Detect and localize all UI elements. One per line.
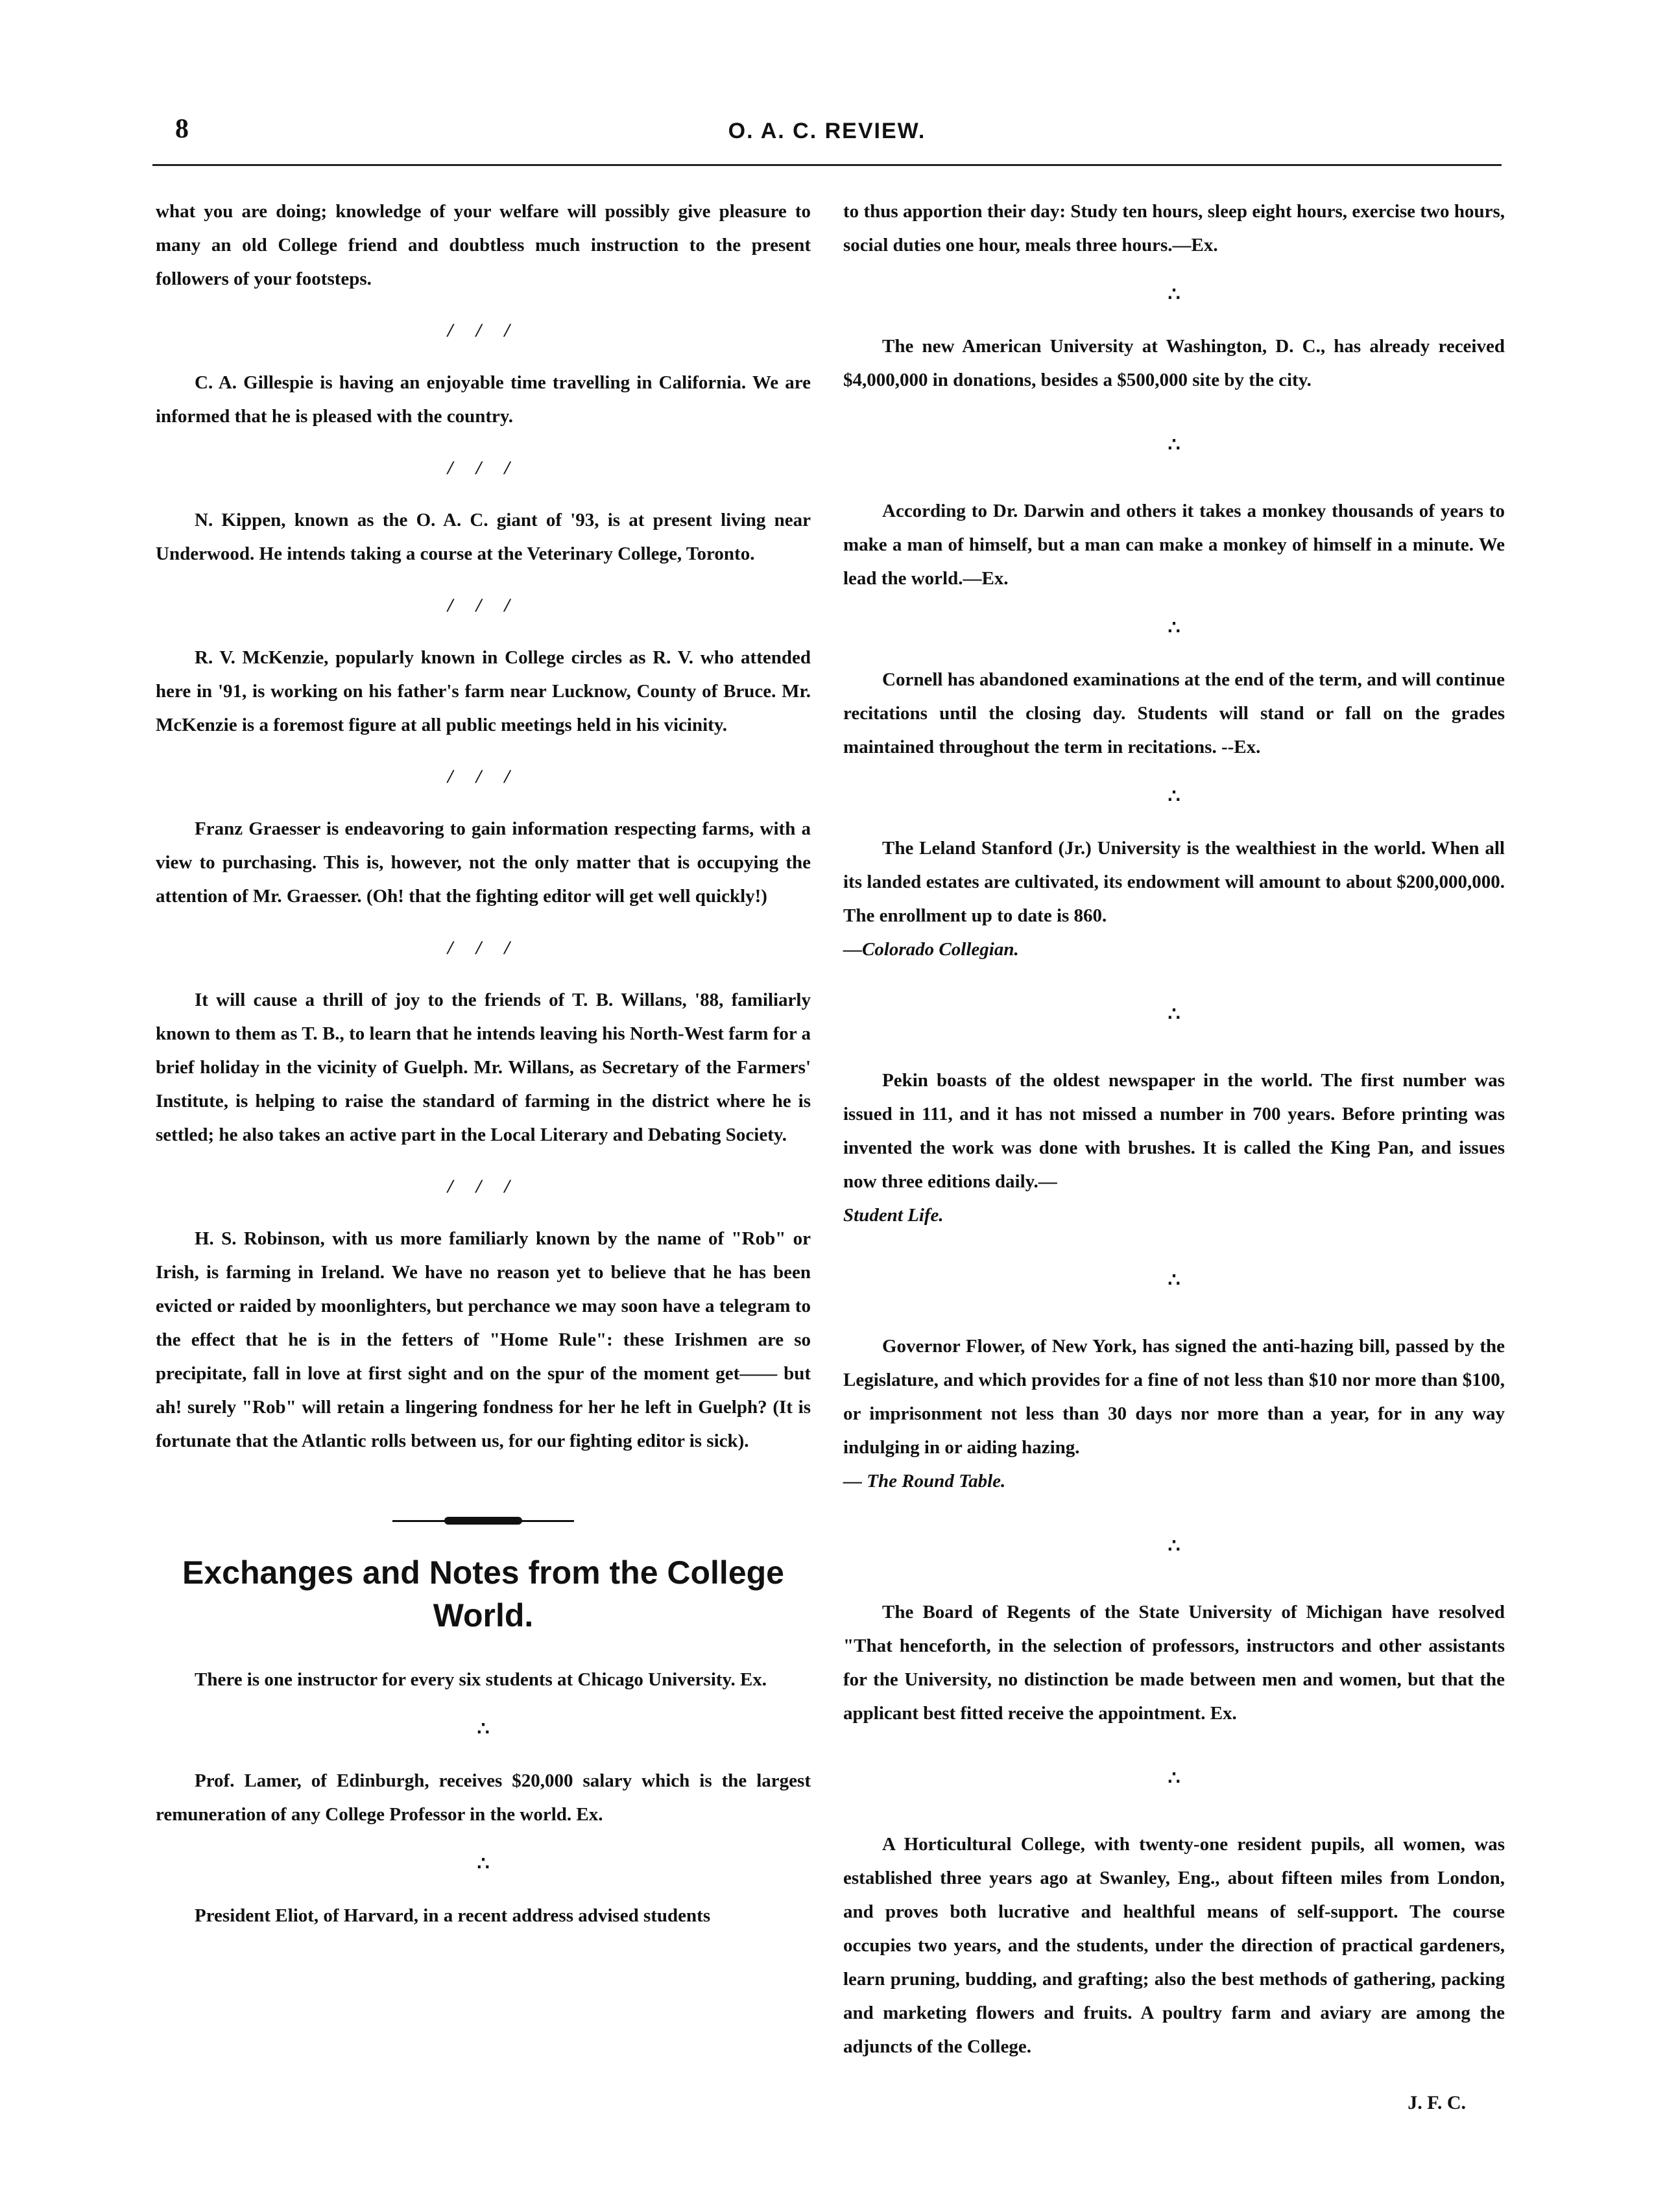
slash-separator: / / / xyxy=(447,1176,519,1197)
exchange-source: —Colorado Collegian. xyxy=(843,939,1019,960)
dots-separator: ∴ xyxy=(477,1718,490,1740)
personal-note: what you are doing; knowledge of your welfare will possibly give pleasure to many an old College friend and doubtless much instruction to the present followers of your footsteps. xyxy=(156,201,811,289)
author-signature: J. F. C. xyxy=(1408,2092,1466,2113)
exchange-note: There is one instructor for every six students at Chicago University. Ex. xyxy=(195,1669,767,1690)
exchange-text: Governor Flower, of New York, has signed the anti-hazing bill, passed by the Legislature, and which provides for a fine of not less than $10 nor more than $100, or imprisonment not less than 30 days nor more than a year, for in any way indulging in or aiding hazing. xyxy=(843,1336,1505,1458)
personal-note: It will cause a thrill of joy to the friends of T. B. Willans, '88, familiarly known to them as T. B., to learn that he intends leaving his North-West farm for a brief holiday in the vicinity of Guelph. Mr. Willans, as Secretary of the Farmers' Institute, is helping to raise the standard of farming in the district where he is settled; he also takes an active part in the Local Literary and Debating Society. xyxy=(156,990,811,1145)
exchange-note xyxy=(843,1329,1505,1498)
exchange-text: A Horticultural College, with twenty-one resident pupils, all women, was established three years ago at Swanley, Eng., about fifteen miles from London, and proves both lucrative and healthful means of self-support. The course occupies two years, and the students, under the direction of practical gardeners, learn pruning, budding, and grafting; also the best methods of gathering, packing and marketing flowers and fruits. A poultry farm and aviary are among the adjuncts of the College. xyxy=(843,1834,1505,2057)
personal-note: R. V. McKenzie, popularly known in College circles as R. V. who attended here in '91, is working on his father's farm near Lucknow, County of Bruce. Mr. McKenzie is a foremost figure at all public meetings held in his vicinity. xyxy=(156,647,811,735)
header-rule xyxy=(152,164,1502,166)
section-ornament xyxy=(392,1516,574,1525)
dots-separator: ∴ xyxy=(1168,1768,1181,1789)
exchange-source: Student Life. xyxy=(843,1205,944,1226)
exchange-note xyxy=(843,1595,1505,1730)
personal-note: H. S. Robinson, with us more familiarly known by the name of "Rob" or Irish, is farming in Ireland. We have no reason yet to believe that he has been evicted or raided by moonlighters, but perchance we may soon have a telegram to the effect that he is in the fetters of "Home Rule": these Irishmen are so precipitate, fall in love at first sight and on the spur of the moment get—— but ah! surely "Rob" will retain a lingering fondness for her he left in Guelph? (It is fortunate that the Atlantic rolls between us, for our fighting editor is sick). xyxy=(156,1228,811,1451)
personal-note: N. Kippen, known as the O. A. C. giant of '93, is at present living near Underwood. He intends taking a course at the Veterinary College, Toronto. xyxy=(156,510,811,564)
exchange-text: Cornell has abandoned examinations at the end of the term, and will continue recitations until the closing day. Students will stand or fall on the grades maintained throughout the term in recitations. --Ex. xyxy=(843,669,1505,757)
exchange-note xyxy=(843,195,1505,262)
exchange-text: Pekin boasts of the oldest newspaper in the world. The first number was issued in 111, and it has not missed a number in 700 years. Before printing was invented the work was done with brushes. It is called the King Pan, and issues now three editions daily.— xyxy=(843,1070,1505,1192)
dots-separator: ∴ xyxy=(1168,284,1181,305)
exchange-note xyxy=(843,831,1505,966)
slash-separator: / / / xyxy=(447,320,519,341)
section-title: Exchanges and Notes from the College World. xyxy=(182,1554,784,1634)
exchange-note: President Eliot, of Harvard, in a recent address advised students xyxy=(195,1905,711,1926)
slash-separator: / / / xyxy=(447,595,519,616)
personal-note: C. A. Gillespie is having an enjoyable time travelling in California. We are informed that he is pleased with the country. xyxy=(156,372,811,427)
exchange-source: — The Round Table. xyxy=(843,1471,1006,1492)
page-header xyxy=(152,113,1502,159)
exchange-text: The Board of Regents of the State University of Michigan have resolved "That henceforth, in the selection of professors, instructors and other assistants for the University, no distinction be made between men and women, but that the applicant best fitted receive the appointment. Ex. xyxy=(843,1602,1505,1724)
running-title: O. A. C. REVIEW. xyxy=(728,119,926,143)
exchange-note: Prof. Lamer, of Edinburgh, receives $20,000 salary which is the largest remuneration of any College Professor in the world. Ex. xyxy=(156,1770,811,1825)
right-column xyxy=(843,195,1505,2114)
dots-separator: ∴ xyxy=(1168,1004,1181,1025)
exchange-note xyxy=(843,663,1505,764)
exchange-text: to thus apportion their day: Study ten hours, sleep eight hours, exercise two hours, social duties one hour, meals three hours.—Ex. xyxy=(843,201,1505,256)
slash-separator: / / / xyxy=(447,457,519,479)
exchange-note xyxy=(843,1827,1505,2063)
dots-separator: ∴ xyxy=(1168,1536,1181,1557)
dots-separator: ∴ xyxy=(1168,1270,1181,1291)
exchange-text: According to Dr. Darwin and others it takes a monkey thousands of years to make a man of himself, but a man can make a monkey of himself in a minute. We lead the world.—Ex. xyxy=(843,501,1505,589)
exchange-text: The Leland Stanford (Jr.) University is the wealthiest in the world. When all its landed estates are cultivated, its endowment will amount to about $200,000,000. The enrollment up to date is 860. xyxy=(843,838,1505,926)
slash-separator: / / / xyxy=(447,766,519,787)
slash-separator: / / / xyxy=(447,937,519,958)
ornament-blob xyxy=(444,1517,522,1525)
exchange-note xyxy=(843,1064,1505,1232)
left-column xyxy=(156,195,811,1933)
personal-note: Franz Graesser is endeavoring to gain information respecting farms, with a view to purchasing. This is, however, not the only matter that is occupying the attention of Mr. Graesser. (Oh! that the fighting editor will get well quickly!) xyxy=(156,818,811,907)
exchange-note xyxy=(843,494,1505,595)
dots-separator: ∴ xyxy=(1168,434,1181,456)
page-number: 8 xyxy=(175,114,189,144)
dots-separator: ∴ xyxy=(1168,617,1181,639)
dots-separator: ∴ xyxy=(477,1853,490,1875)
exchange-text: The new American University at Washington, D. C., has already received $4,000,000 in donations, besides a $500,000 site by the city. xyxy=(843,336,1505,390)
dots-separator: ∴ xyxy=(1168,786,1181,807)
exchange-note xyxy=(843,329,1505,397)
